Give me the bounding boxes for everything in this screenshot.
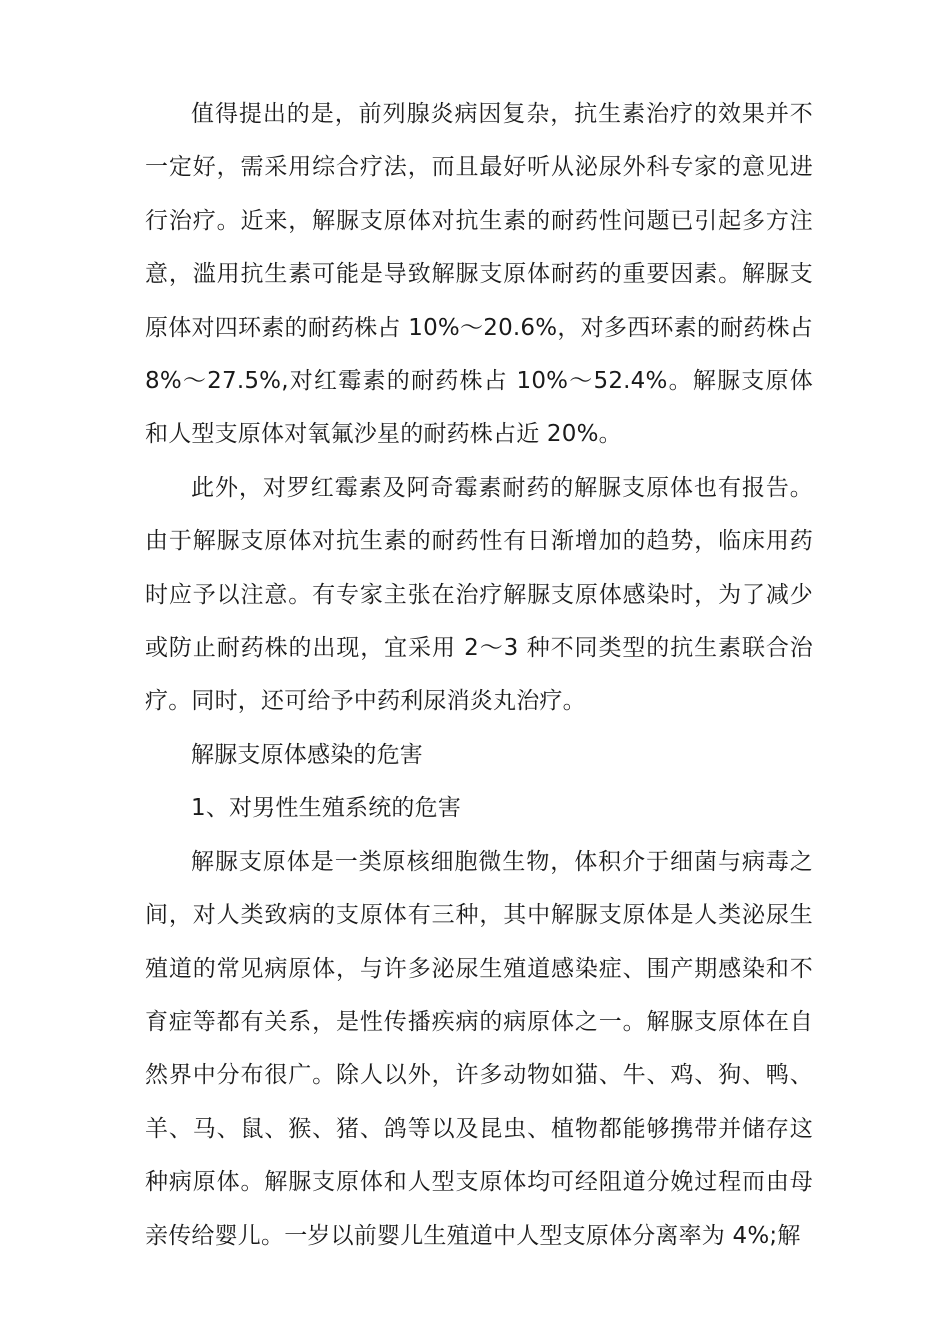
document-body <box>145 88 813 1263</box>
paragraph-ureaplasma-description: 解脲支原体是一类原核细胞微生物，体积介于细菌与病毒之间，对人类致病的支原体有三种，其中解脲支原体是人类泌尿生殖道的常见病原体，与许多泌尿生殖道感染症、围产期感染和不育症等都有关系，是性传播疾病的病原体之一。解脲支原体在自然界中分布很广。除人以外，许多动物如猫、牛、鸡、狗、鸭、羊、马、鼠、猴、猪、鸽等以及昆虫、植物都能够携带并储存这种病原体。解脲支原体和人型支原体均可经阻道分娩过程而由母亲传给婴儿。一岁以前婴儿生殖道中人型支原体分离率为 4%;解 <box>145 848 813 1249</box>
subsection-heading-male-reproductive: 1、对男性生殖系统的危害 <box>191 795 462 822</box>
paragraph-combined-treatment: 此外，对罗红霉素及阿奇霉素耐药的解脲支原体也有报告。由于解脲支原体对抗生素的耐药性有日渐增加的趋势，临床用药时应予以注意。有专家主张在治疗解脲支原体感染时，为了减少或防止耐药株的出现，宜采用 2～3 种不同类型的抗生素联合治疗。同时，还可给予中药利尿消炎丸治疗。 <box>145 474 813 715</box>
paragraph-antibiotic-resistance: 值得提出的是，前列腺炎病因复杂，抗生素治疗的效果并不一定好，需采用综合疗法，而且最好听从泌尿外科专家的意见进行治疗。近来，解脲支原体对抗生素的耐药性问题已引起多方注意，滥用抗生素可能是导致解脲支原体耐药的重要因素。解脲支原体对四环素的耐药株占 10%～20.6%，对多西环素的耐药株占 8%～27.5%,对红霉素的耐药株占 10%～52.4%。解脲支原体和人型支原体对氧氟沙星的耐药株占近 20%。 <box>145 101 813 448</box>
section-heading-harms: 解脲支原体感染的危害 <box>191 741 423 768</box>
